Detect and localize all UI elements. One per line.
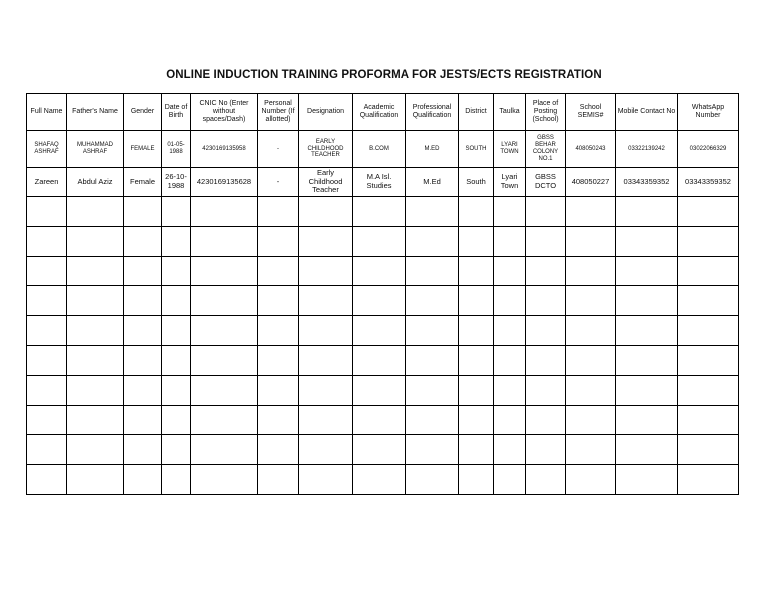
- empty-cell: [526, 405, 566, 435]
- empty-cell: [459, 316, 494, 346]
- cell-gender: FEMALE: [124, 131, 162, 168]
- empty-cell: [191, 435, 258, 465]
- empty-cell: [566, 405, 616, 435]
- empty-cell: [526, 345, 566, 375]
- cell-district: South: [459, 168, 494, 197]
- empty-cell: [67, 465, 124, 495]
- col-header-whatsapp: WhatsApp Number: [678, 94, 739, 131]
- empty-cell: [566, 435, 616, 465]
- col-header-taulka: Taulka: [494, 94, 526, 131]
- cell-cnic: 4230169135628: [191, 168, 258, 197]
- col-header-full-name: Full Name: [27, 94, 67, 131]
- empty-cell: [616, 256, 678, 286]
- empty-cell: [678, 405, 739, 435]
- table-row: [27, 168, 739, 197]
- empty-cell: [566, 256, 616, 286]
- empty-cell: [459, 405, 494, 435]
- empty-cell: [27, 256, 67, 286]
- form-title: ONLINE INDUCTION TRAINING PROFORMA FOR JESTS/ECTS REGISTRATION: [166, 69, 602, 81]
- cell-date-of-birth: 01-05-1988: [162, 131, 191, 168]
- col-header-gender: Gender: [124, 94, 162, 131]
- empty-cell: [566, 375, 616, 405]
- empty-cell: [299, 435, 353, 465]
- cell-personal-number: -: [258, 168, 299, 197]
- empty-cell: [299, 256, 353, 286]
- empty-cell: [67, 405, 124, 435]
- cell-designation: Early Childhood Teacher: [299, 168, 353, 197]
- empty-cell: [124, 197, 162, 227]
- empty-cell: [526, 465, 566, 495]
- empty-table-row: [27, 405, 739, 435]
- cell-academic-qualification: B.COM: [353, 131, 406, 168]
- empty-cell: [27, 286, 67, 316]
- empty-cell: [67, 316, 124, 346]
- empty-cell: [678, 345, 739, 375]
- empty-table-row: [27, 465, 739, 495]
- empty-cell: [526, 286, 566, 316]
- empty-cell: [124, 226, 162, 256]
- empty-cell: [406, 345, 459, 375]
- empty-cell: [526, 226, 566, 256]
- empty-cell: [678, 197, 739, 227]
- empty-cell: [678, 226, 739, 256]
- empty-cell: [162, 197, 191, 227]
- empty-cell: [406, 465, 459, 495]
- empty-cell: [124, 345, 162, 375]
- empty-cell: [494, 256, 526, 286]
- cell-mobile: 03343359352: [616, 168, 678, 197]
- empty-cell: [67, 375, 124, 405]
- empty-cell: [353, 375, 406, 405]
- cell-school-semis: 408050227: [566, 168, 616, 197]
- empty-cell: [27, 405, 67, 435]
- empty-cell: [616, 345, 678, 375]
- empty-cell: [353, 405, 406, 435]
- col-header-place-of-posting: Place of Posting (School): [526, 94, 566, 131]
- empty-cell: [191, 256, 258, 286]
- empty-cell: [299, 316, 353, 346]
- empty-cell: [353, 256, 406, 286]
- empty-cell: [353, 465, 406, 495]
- cell-taulka: Lyari Town: [494, 168, 526, 197]
- empty-cell: [459, 435, 494, 465]
- empty-cell: [494, 405, 526, 435]
- empty-cell: [191, 286, 258, 316]
- empty-cell: [27, 435, 67, 465]
- empty-cell: [27, 226, 67, 256]
- empty-cell: [566, 286, 616, 316]
- table-row: [27, 131, 739, 168]
- col-header-cnic: CNIC No (Enter without spaces/Dash): [191, 94, 258, 131]
- empty-table-row: [27, 197, 739, 227]
- empty-cell: [406, 405, 459, 435]
- empty-cell: [27, 465, 67, 495]
- cell-personal-number: -: [258, 131, 299, 168]
- col-header-mobile: Mobile Contact No: [616, 94, 678, 131]
- empty-cell: [616, 316, 678, 346]
- empty-cell: [67, 256, 124, 286]
- empty-cell: [299, 226, 353, 256]
- empty-cell: [678, 286, 739, 316]
- cell-full-name: Zareen: [27, 168, 67, 197]
- cell-school-semis: 408050243: [566, 131, 616, 168]
- empty-cell: [459, 197, 494, 227]
- empty-cell: [459, 256, 494, 286]
- empty-cell: [459, 375, 494, 405]
- empty-table-row: [27, 286, 739, 316]
- empty-cell: [526, 256, 566, 286]
- cell-mobile: 03322139242: [616, 131, 678, 168]
- empty-cell: [678, 256, 739, 286]
- empty-cell: [124, 405, 162, 435]
- empty-cell: [459, 345, 494, 375]
- cell-gender: Female: [124, 168, 162, 197]
- empty-cell: [526, 316, 566, 346]
- empty-cell: [258, 316, 299, 346]
- empty-cell: [67, 435, 124, 465]
- cell-professional-qualification: M.Ed: [406, 168, 459, 197]
- empty-cell: [494, 435, 526, 465]
- empty-cell: [258, 256, 299, 286]
- empty-cell: [299, 405, 353, 435]
- empty-cell: [616, 465, 678, 495]
- empty-cell: [162, 316, 191, 346]
- empty-cell: [162, 405, 191, 435]
- cell-place-of-posting: GBSS BEHAR COLONY NO.1: [526, 131, 566, 168]
- empty-cell: [162, 286, 191, 316]
- registration-table: [26, 93, 739, 495]
- col-header-designation: Designation: [299, 94, 353, 131]
- empty-cell: [353, 435, 406, 465]
- cell-full-name: SHAFAQ ASHRAF: [27, 131, 67, 168]
- cell-academic-qualification: M.A Isl. Studies: [353, 168, 406, 197]
- empty-cell: [494, 375, 526, 405]
- empty-cell: [616, 226, 678, 256]
- empty-cell: [124, 375, 162, 405]
- empty-cell: [258, 197, 299, 227]
- empty-cell: [526, 197, 566, 227]
- empty-cell: [258, 286, 299, 316]
- empty-cell: [616, 435, 678, 465]
- empty-table-row: [27, 226, 739, 256]
- cell-cnic: 4230169135958: [191, 131, 258, 168]
- empty-cell: [494, 197, 526, 227]
- empty-cell: [258, 465, 299, 495]
- empty-cell: [678, 316, 739, 346]
- empty-cell: [67, 286, 124, 316]
- empty-cell: [162, 345, 191, 375]
- empty-cell: [258, 226, 299, 256]
- empty-cell: [191, 345, 258, 375]
- empty-cell: [67, 345, 124, 375]
- empty-cell: [494, 345, 526, 375]
- empty-table-row: [27, 435, 739, 465]
- empty-cell: [406, 197, 459, 227]
- empty-cell: [494, 465, 526, 495]
- empty-cell: [299, 197, 353, 227]
- empty-cell: [124, 316, 162, 346]
- empty-cell: [27, 345, 67, 375]
- empty-cell: [258, 375, 299, 405]
- empty-cell: [299, 286, 353, 316]
- empty-cell: [191, 375, 258, 405]
- empty-cell: [494, 316, 526, 346]
- empty-cell: [162, 226, 191, 256]
- empty-cell: [406, 286, 459, 316]
- col-header-academic-qualification: Academic Qualification: [353, 94, 406, 131]
- cell-fathers-name: Abdul Aziz: [67, 168, 124, 197]
- col-header-district: District: [459, 94, 494, 131]
- col-header-personal-number: Personal Number (If allotted): [258, 94, 299, 131]
- empty-cell: [258, 345, 299, 375]
- empty-cell: [406, 435, 459, 465]
- empty-cell: [124, 435, 162, 465]
- empty-cell: [162, 375, 191, 405]
- empty-cell: [678, 435, 739, 465]
- empty-cell: [124, 286, 162, 316]
- empty-cell: [124, 256, 162, 286]
- col-header-professional-qualification: Professional Qualification: [406, 94, 459, 131]
- empty-cell: [459, 226, 494, 256]
- empty-cell: [526, 375, 566, 405]
- empty-table-row: [27, 345, 739, 375]
- empty-cell: [162, 435, 191, 465]
- empty-cell: [566, 465, 616, 495]
- cell-whatsapp: 03022066329: [678, 131, 739, 168]
- cell-fathers-name: MUHAMMAD ASHRAF: [67, 131, 124, 168]
- empty-cell: [566, 197, 616, 227]
- cell-date-of-birth: 26-10-1988: [162, 168, 191, 197]
- empty-cell: [27, 316, 67, 346]
- header-row: [27, 94, 739, 131]
- empty-cell: [258, 435, 299, 465]
- empty-cell: [353, 345, 406, 375]
- col-header-date-of-birth: Date of Birth: [162, 94, 191, 131]
- empty-cell: [616, 197, 678, 227]
- empty-cell: [566, 226, 616, 256]
- empty-cell: [67, 226, 124, 256]
- empty-cell: [494, 226, 526, 256]
- empty-cell: [299, 345, 353, 375]
- empty-table-row: [27, 256, 739, 286]
- empty-cell: [353, 316, 406, 346]
- empty-cell: [616, 375, 678, 405]
- cell-designation: EARLY CHILDHOOD TEACHER: [299, 131, 353, 168]
- empty-cell: [162, 465, 191, 495]
- empty-cell: [678, 465, 739, 495]
- empty-table-row: [27, 316, 739, 346]
- cell-whatsapp: 03343359352: [678, 168, 739, 197]
- empty-cell: [162, 256, 191, 286]
- cell-place-of-posting: GBSS DCTO: [526, 168, 566, 197]
- col-header-school-semis: School SEMIS#: [566, 94, 616, 131]
- empty-cell: [299, 375, 353, 405]
- empty-cell: [191, 197, 258, 227]
- empty-cell: [27, 197, 67, 227]
- empty-cell: [459, 465, 494, 495]
- empty-cell: [566, 316, 616, 346]
- empty-cell: [406, 316, 459, 346]
- empty-cell: [353, 226, 406, 256]
- empty-cell: [566, 345, 616, 375]
- empty-cell: [616, 286, 678, 316]
- empty-cell: [299, 465, 353, 495]
- empty-cell: [67, 197, 124, 227]
- cell-professional-qualification: M.ED: [406, 131, 459, 168]
- empty-cell: [494, 286, 526, 316]
- empty-cell: [258, 405, 299, 435]
- cell-district: SOUTH: [459, 131, 494, 168]
- empty-cell: [459, 286, 494, 316]
- empty-cell: [678, 375, 739, 405]
- empty-cell: [616, 405, 678, 435]
- cell-taulka: LYARI TOWN: [494, 131, 526, 168]
- col-header-fathers-name: Father's Name: [67, 94, 124, 131]
- empty-cell: [353, 286, 406, 316]
- empty-cell: [191, 465, 258, 495]
- empty-cell: [191, 226, 258, 256]
- empty-cell: [124, 465, 162, 495]
- empty-cell: [27, 375, 67, 405]
- empty-cell: [406, 256, 459, 286]
- empty-cell: [526, 435, 566, 465]
- empty-cell: [406, 226, 459, 256]
- empty-cell: [406, 375, 459, 405]
- empty-cell: [191, 316, 258, 346]
- empty-cell: [191, 405, 258, 435]
- empty-cell: [353, 197, 406, 227]
- empty-table-row: [27, 375, 739, 405]
